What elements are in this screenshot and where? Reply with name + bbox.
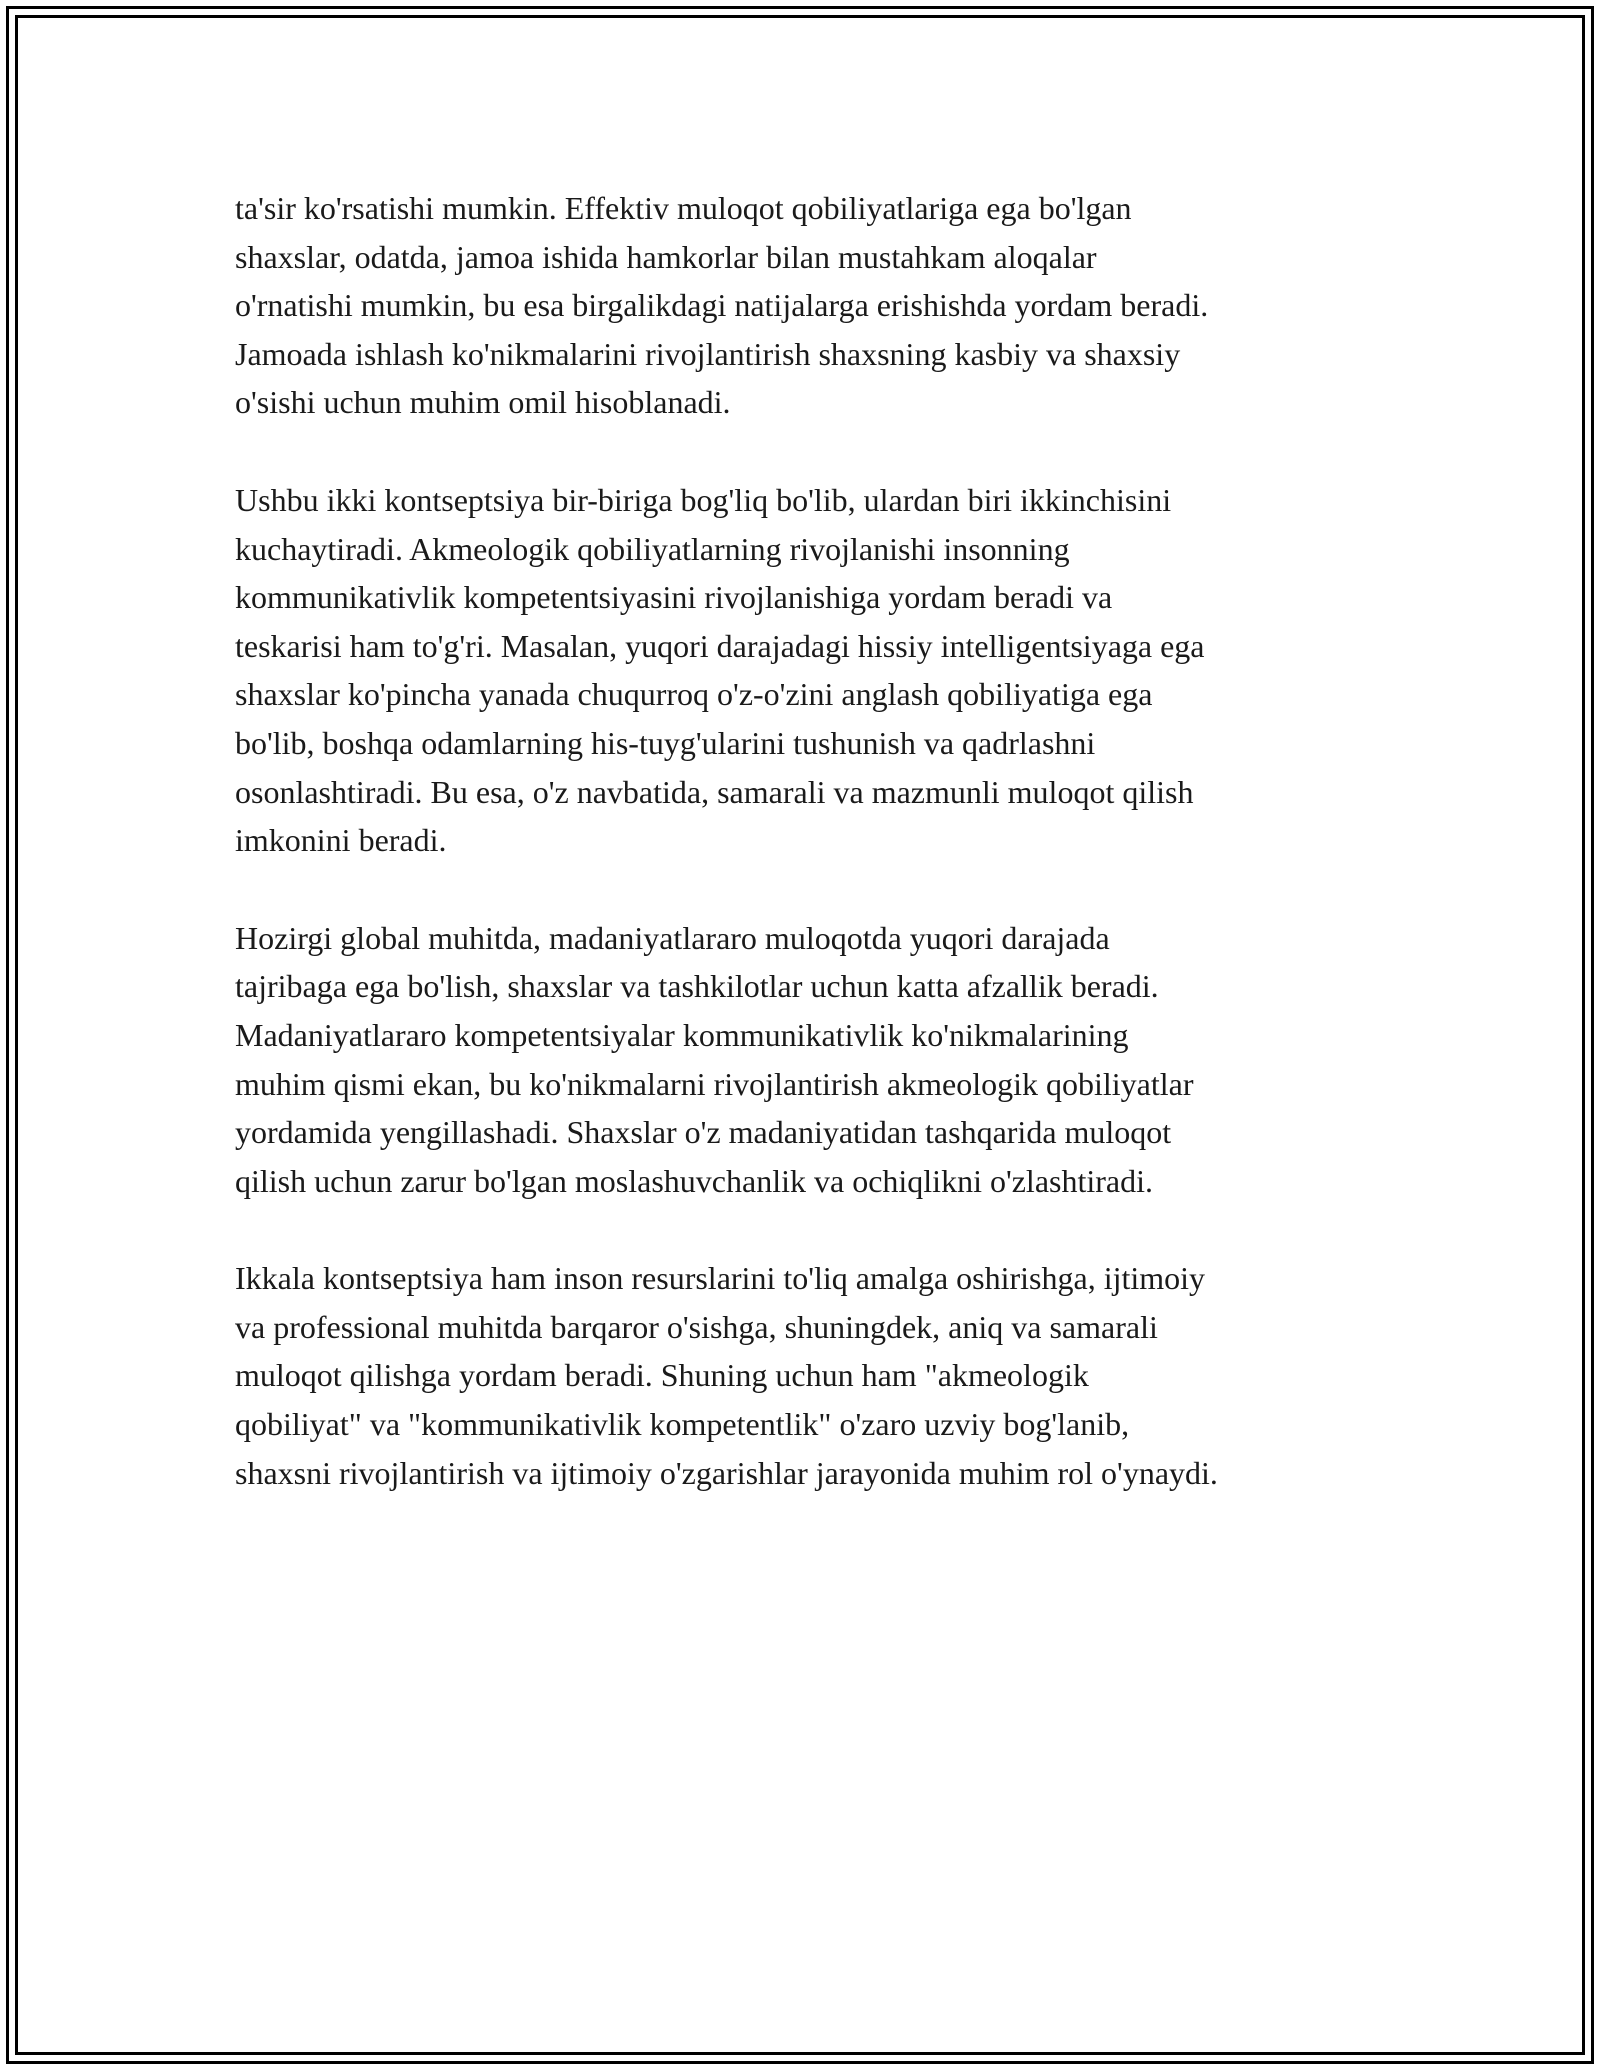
text-line: o'rnatishi mumkin, bu esa birgalikdagi natijalarga erishishda yordam beradi. [235, 287, 1209, 324]
text-line: va professional muhitda barqaror o'sishga, shuningdek, aniq va samarali [235, 1308, 1158, 1345]
text-line: yordamida yengillashadi. Shaxslar o'z madaniyatidan tashqarida muloqot [235, 1114, 1172, 1151]
text-line: shaxslar ko'pincha yanada chuqurroq o'z-o'zini anglash qobiliyatiga ega [235, 676, 1153, 713]
text-line: o'sishi uchun muhim omil hisoblanadi. [235, 384, 731, 421]
text-line: imkonini beradi. [235, 822, 447, 859]
text-line: shaxslar, odatda, jamoa ishida hamkorlar bilan mustahkam aloqalar [235, 238, 1097, 275]
text-line: Jamoada ishlash ko'nikmalarini rivojlantirish shaxsning kasbiy va shaxsiy [235, 335, 1181, 372]
text-line: bo'lib, boshqa odamlarning his-tuyg'ularini tushunish va qadrlashni [235, 724, 1096, 761]
text-line: qobiliyat" va "kommunikativlik kompetentlik" o'zaro uzviy bog'lanib, [235, 1406, 1130, 1443]
document-body [235, 184, 1365, 1546]
text-line: Hozirgi global muhitda, madaniyatlararo muloqotda yuqori darajada [235, 919, 1110, 956]
text-line: kuchaytiradi. Akmeologik qobiliyatlarning rivojlanishi insonning [235, 530, 1070, 567]
paragraph [235, 914, 1365, 1206]
paragraph [235, 1254, 1365, 1497]
paragraph [235, 184, 1365, 427]
text-line: muloqot qilishga yordam beradi. Shuning uchun ham "akmeologik [235, 1357, 1089, 1394]
text-line: Madaniyatlararo kompetentsiyalar kommunikativlik ko'nikmalarining [235, 1016, 1129, 1053]
text-line: muhim qismi ekan, bu ko'nikmalarni rivojlantirish akmeologik qobiliyatlar [235, 1065, 1194, 1102]
text-line: osonlashtiradi. Bu esa, o'z navbatida, samarali va mazmunli muloqot qilish [235, 773, 1194, 810]
text-line: tajribaga ega bo'lish, shaxslar va tashkilotlar uchun katta afzallik beradi. [235, 968, 1159, 1005]
text-line: teskarisi ham to'g'ri. Masalan, yuqori darajadagi hissiy intelligentsiyaga ega [235, 627, 1205, 664]
text-line: ta'sir ko'rsatishi mumkin. Effektiv muloqot qobiliyatlariga ega bo'lgan [235, 190, 1132, 226]
text-line: kommunikativlik kompetentsiyasini rivojlanishiga yordam beradi va [235, 579, 1113, 616]
paragraph [235, 476, 1365, 865]
text-line: Ushbu ikki kontseptsiya bir-biriga bog'liq bo'lib, ulardan biri ikkinchisini [235, 481, 1172, 518]
text-line: qilish uchun zarur bo'lgan moslashuvchanlik va ochiqlikni o'zlashtiradi. [235, 1162, 1153, 1199]
text-line: Ikkala kontseptsiya ham inson resurslarini to'liq amalga oshirishga, ijtimoiy [235, 1260, 1206, 1297]
text-line: shaxsni rivojlantirish va ijtimoiy o'zgarishlar jarayonida muhim rol o'ynaydi. [235, 1454, 1218, 1491]
